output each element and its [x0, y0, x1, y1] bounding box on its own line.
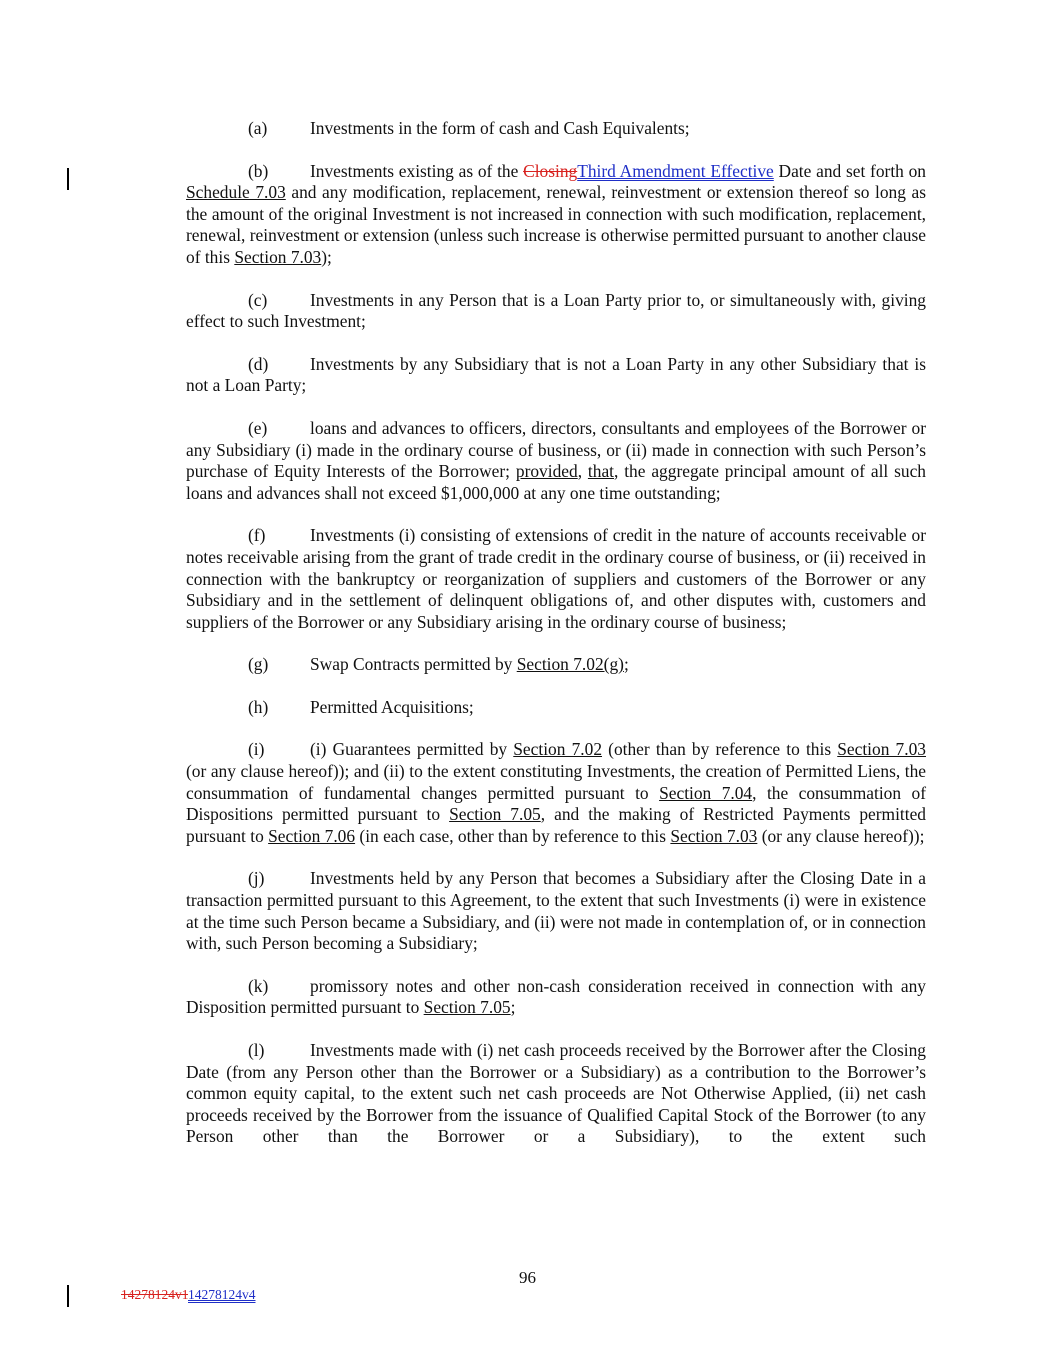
- inserted-doc-id: 14278124v4: [188, 1287, 256, 1302]
- clause-g: (g) Swap Contracts permitted by Section 7.02(g);: [248, 654, 629, 675]
- clause-b: (b) Investments existing as of the ClosingThird Amendment Effective Date and set forth on Schedule 7.03 and any modification, replacement, renewal, reinvestment or extension thereof so long as the amount of the original Investment is not increased in connection with such modification, replacement, renewal, reinvestment or extension (unless such increase is otherwise permitted pursuant to another clause of this Section 7.03);: [186, 160, 926, 267]
- deleted-text: Closing: [523, 160, 578, 181]
- change-bar-footer: [67, 1285, 69, 1307]
- clause-i: (i) (i) Guarantees permitted by Section 7.02 (other than by reference to this Section 7.03 (or any clause hereof)); and (ii) to the extent constituting Investments, the creation of Permitted Liens, the consummation of fundamental changes permitted pursuant to Section 7.04, the consummation of Dispositions permitted pursuant to Section 7.05, and the making of Restricted Payments permitted pursuant to Section 7.06 (in each case, other than by reference to this Section 7.03 (or any clause hereof));: [186, 739, 926, 846]
- cross-reference: Section 7.03: [670, 825, 758, 846]
- clause-e: (e) loans and advances to officers, directors, consultants and employees of the Borrower or any Subsidiary (i) made in the ordinary course of business, or (ii) made in connection with such Person’s purchase of Equity Interests of the Borrower; provided, that, the aggregate principal amount of all such loans and advances shall not exceed $1,000,000 at any one time outstanding;: [186, 417, 926, 503]
- clause-label: (f): [248, 525, 266, 546]
- clause-label: (e): [248, 417, 268, 438]
- clause-label: (i): [248, 739, 265, 760]
- clause-label: (l): [248, 1040, 265, 1060]
- page-number: 96: [519, 1268, 536, 1287]
- inserted-text: Third Amendment Effective: [577, 160, 774, 181]
- clause-j: (j) Investments held by any Person that becomes a Subsidiary after the Closing Date in a transaction permitted pursuant to this Agreement, to the extent that such Investments (i) were in existence at the time such Person became a Subsidiary, and (ii) were not made in contemplation of, or in connection with, such Person becoming a Subsidiary;: [186, 868, 926, 954]
- defined-term: that: [587, 461, 614, 482]
- cross-reference: Section 7.02: [513, 739, 603, 760]
- clause-label: (a): [248, 118, 268, 138]
- clause-label: (c): [248, 289, 268, 310]
- clause-c: (c) Investments in any Person that is a Loan Party prior to, or simultaneously with, giving effect to such Investment;: [186, 289, 926, 332]
- cross-reference: Section 7.03: [234, 246, 322, 267]
- document-id: [121, 1287, 256, 1303]
- clause-label: (b): [248, 160, 269, 181]
- cross-reference: Section 7.05: [449, 804, 541, 825]
- cross-reference: Section 7.06: [268, 825, 356, 846]
- clause-l: (l) Investments made with (i) net cash proceeds received by the Borrower after the Closing Date (from any Person other than the Borrower or a Subsidiary) as a contribution to the Borrower’s common equity capital, to the extent such net cash proceeds are Not Otherwise Applied, (ii) net cash proceeds received by the Borrower from the issuance of Qualified Capital Stock of the Borrower (to any Person other than the Borrower or a Subsidiary), to the extent such: [186, 1040, 926, 1147]
- defined-term: provided: [515, 461, 578, 482]
- cross-reference: Section 7.04: [659, 782, 753, 803]
- cross-reference: Section 7.05: [423, 997, 511, 1018]
- clause-f: (f) Investments (i) consisting of extensions of credit in the nature of accounts receivable or notes receivable arising from the grant of trade credit in the ordinary course of business, or (ii) received in connection with the bankruptcy or reorganization of suppliers and customers of the Borrower or any Subsidiary and in the settlement of delinquent obligations of, and other disputes with, customers and suppliers of the Borrower or any Subsidiary arising in the ordinary course of business;: [186, 525, 926, 632]
- cross-reference: Section 7.02(g): [516, 654, 624, 675]
- clause-label: (g): [248, 654, 269, 675]
- clause-h: (h) Permitted Acquisitions;: [248, 696, 474, 717]
- clause-label: (h): [248, 696, 269, 717]
- cross-reference: Schedule 7.03: [186, 182, 286, 203]
- change-bar-top: [67, 168, 69, 190]
- clause-k: (k) promissory notes and other non-cash consideration received in connection with any Disposition permitted pursuant to Section 7.05;: [186, 975, 926, 1018]
- cross-reference: Section 7.03: [837, 739, 926, 760]
- clause-a: (a) Investments in the form of cash and Cash Equivalents;: [248, 118, 690, 138]
- clause-label: (j): [248, 868, 265, 889]
- clause-label: (d): [248, 353, 269, 374]
- clause-label: (k): [248, 975, 269, 996]
- deleted-doc-id: 14278124v1: [121, 1287, 188, 1302]
- document-body: [186, 118, 926, 1169]
- clause-d: (d) Investments by any Subsidiary that is not a Loan Party in any other Subsidiary that is not a Loan Party;: [186, 353, 926, 396]
